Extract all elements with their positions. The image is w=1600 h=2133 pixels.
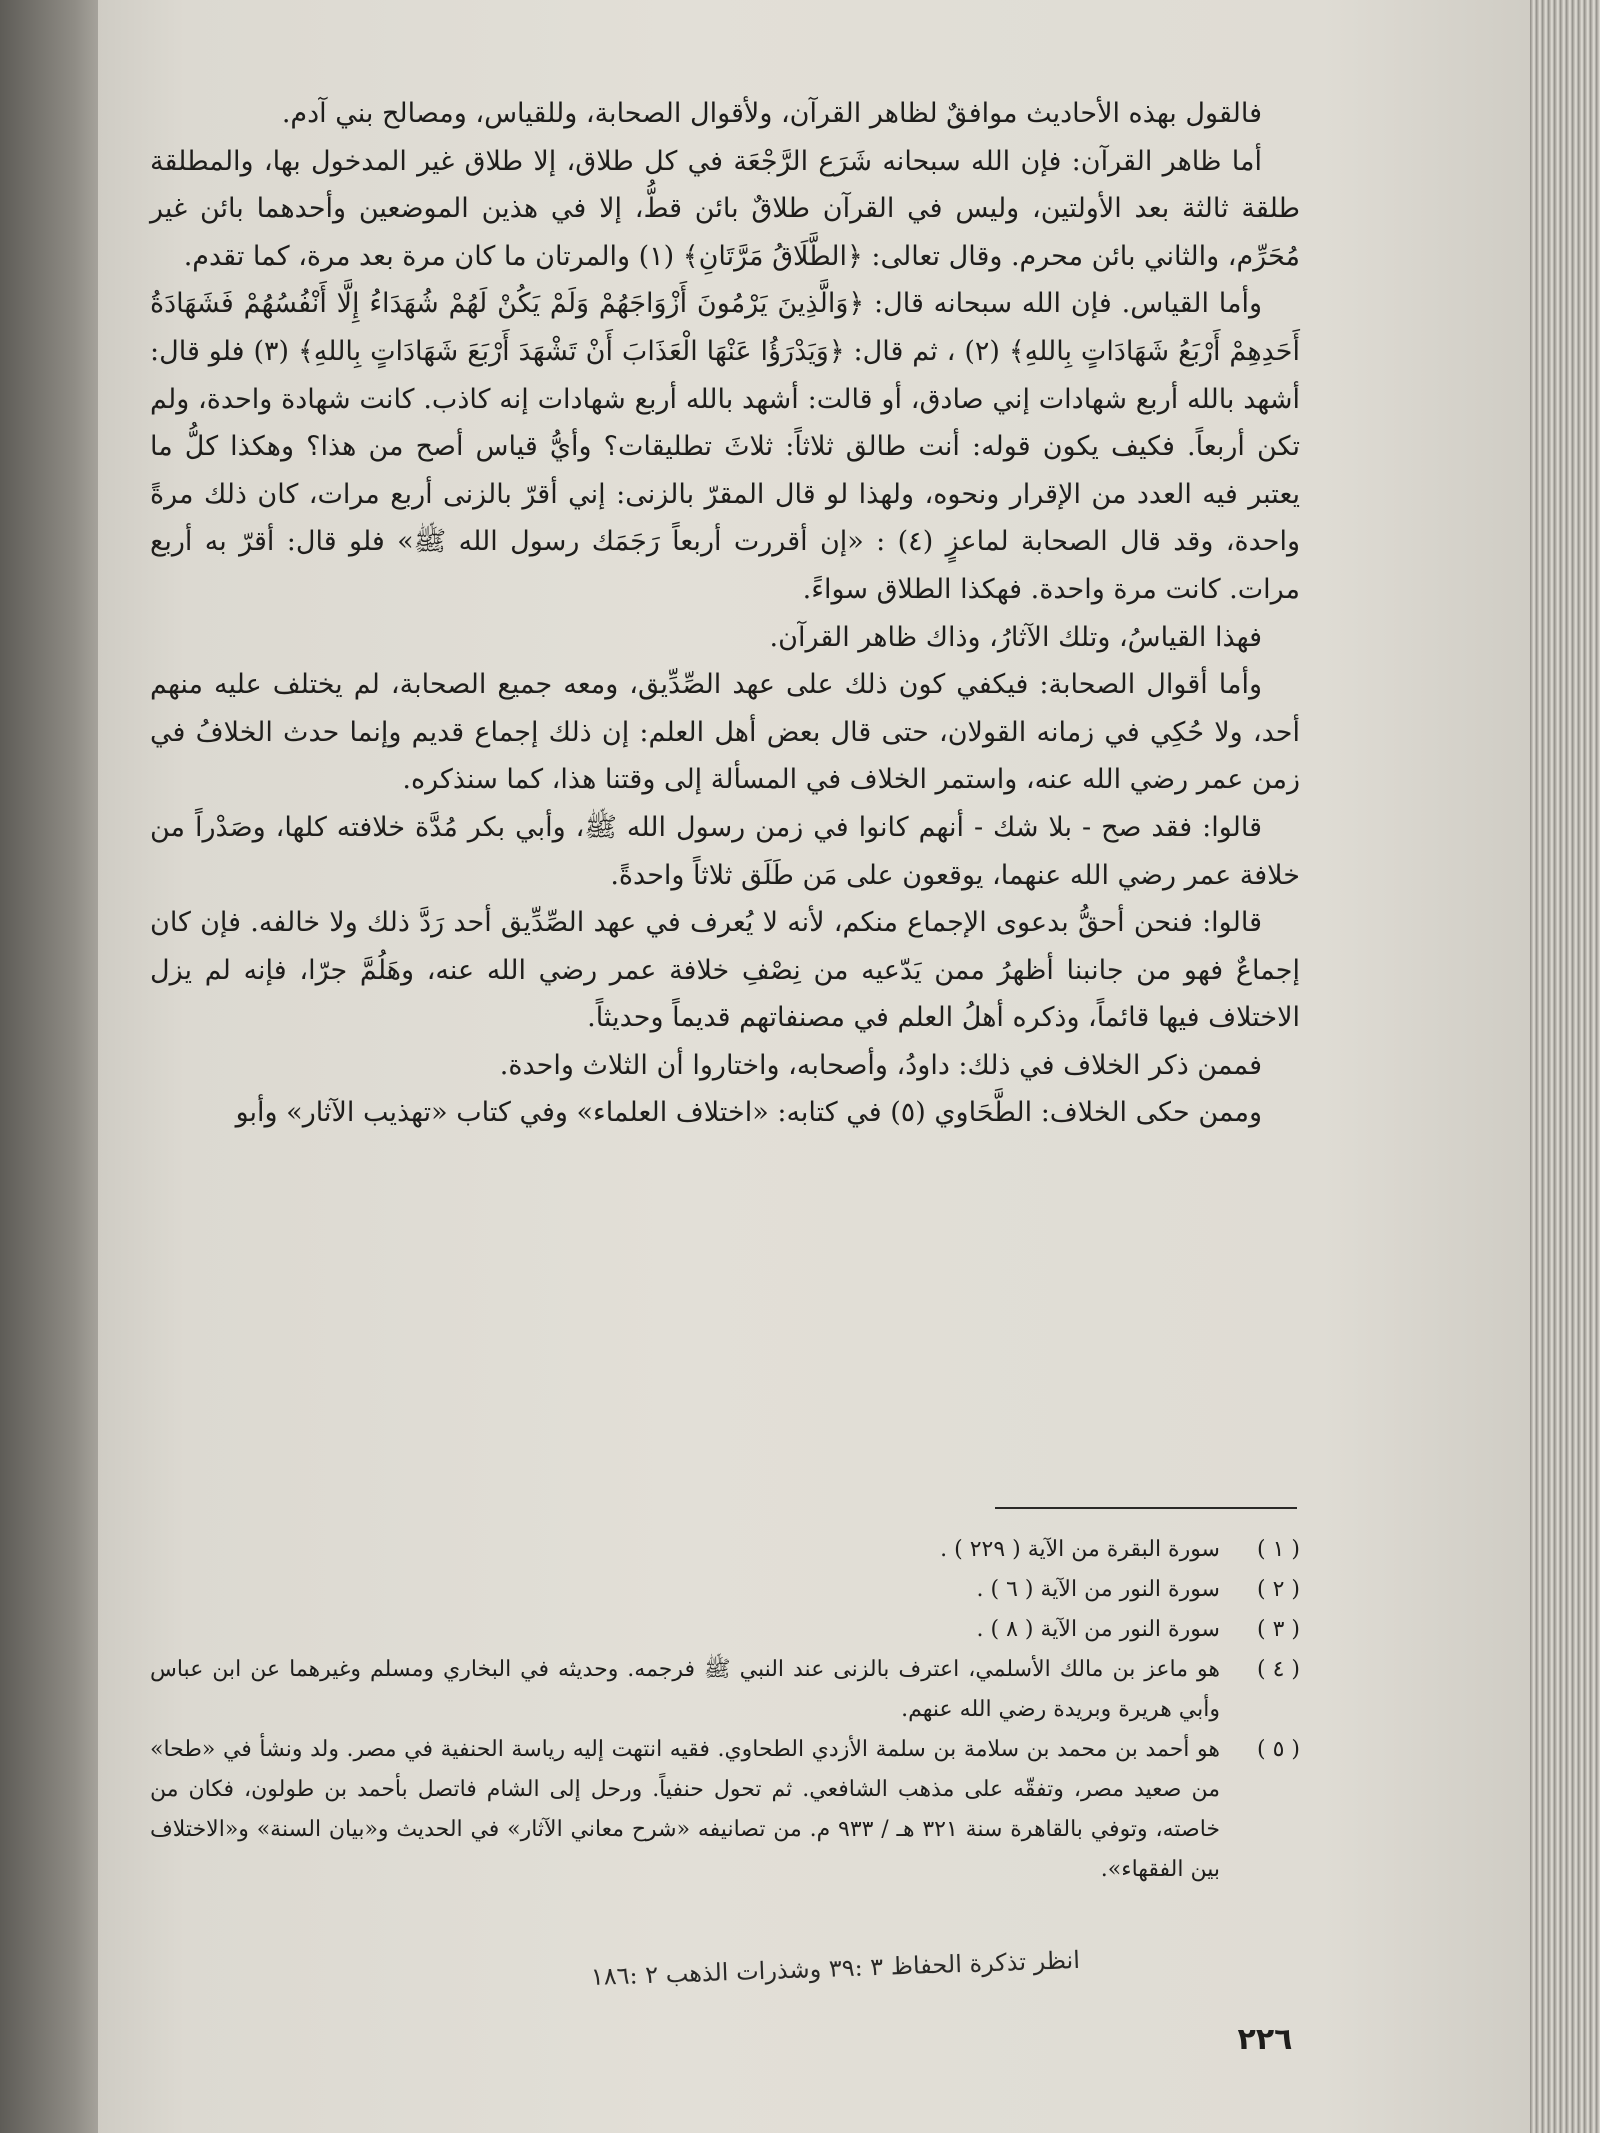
footnote-separator: [995, 1507, 1297, 1509]
footnote: [150, 1610, 1300, 1650]
footnote: [150, 1730, 1300, 1890]
paragraph: فالقول بهذه الأحاديث موافقٌ لظاهر القرآن، ولأقوال الصحابة، وللقياس، ومصالح بني آدم.: [281, 98, 1262, 129]
main-text: [150, 90, 1300, 1137]
footnote-number: ( ٥ ): [1257, 1737, 1300, 1762]
footnote: [150, 1650, 1300, 1730]
footnote: [150, 1570, 1300, 1610]
footnote-text: سورة النور من الآية ( ٦ ) .: [976, 1577, 1220, 1602]
paragraph: قالوا: فنحن أحقُّ بدعوى الإجماع منكم، لأنه لا يُعرف في عهد الصِّدِّيق أحد رَدَّ ذلك ولا خالفه. فإن كان إجماعٌ فهو من جانبنا أظهرُ ممن يَدّعيه من نِصْفِ خلافة عمر رضي الله عنه، وهَلُمَّ جرّا، فإنه لم يزل الاختلاف فيها قائماً، وذكره أهلُ العلم في مصنفاتهم قديماً وحديثاً.: [150, 907, 1300, 1034]
footnotes: [150, 1530, 1300, 1890]
footnote-text: سورة النور من الآية ( ٨ ) .: [976, 1617, 1220, 1642]
paragraph: وممن حكى الخلاف: الطَّحَاوي (٥) في كتابه: «اختلاف العلماء» وفي كتاب «تهذيب الآثار» وأبو: [235, 1097, 1262, 1129]
footnote-number: ( ١ ): [1257, 1537, 1300, 1562]
paragraph: فممن ذكر الخلاف في ذلك: داودُ، وأصحابه، واختاروا أن الثلاث واحدة.: [499, 1049, 1262, 1081]
paragraph: فهذا القياسُ، وتلك الآثارُ، وذاك ظاهر القرآن.: [769, 621, 1262, 653]
paragraph: وأما أقوال الصحابة: فيكفي كون ذلك على عهد الصِّدِّيق، ومعه جميع الصحابة، لم يختلف عليه منهم أحد، ولا حُكِي في زمانه القولان، حتى قال بعض أهل العلم: إن ذلك إجماع قديم وإنما حدث الخلافُ في زمن عمر رضي الله عنه، واستمر الخلاف في المسألة إلى وقتنا هذا، كما سنذكره.: [150, 669, 1300, 796]
footnote-number: ( ٣ ): [1257, 1617, 1300, 1642]
footnote-number: ( ٤ ): [1257, 1657, 1300, 1682]
page-number: ٢٢٦: [1237, 2022, 1293, 2057]
footnote-text: هو أحمد بن محمد بن سلامة بن سلمة الأزدي الطحاوي. فقيه انتهت إليه رياسة الحنفية في مصر. ولد ونشأ في «طحا» من صعيد مصر، وتفقّه على مذهب الشافعي. ثم تحول حنفياً. ورحل إلى الشام فاتصل بأحمد بن طولون، فكان من خاصته، وتوفي بالقاهرة سنة ٣٢١ هـ / ٩٣٣ م. من تصانيفه «شرح معاني الآثار» في الحديث و«بيان السنة» و«الاختلاف بين الفقهاء».: [150, 1737, 1220, 1882]
footnote-number: ( ٢ ): [1257, 1577, 1300, 1602]
paragraph: وأما القياس. فإن الله سبحانه قال: ﴿وَالَّذِينَ يَرْمُونَ أَزْوَاجَهُمْ وَلَمْ يَكُنْ لَهُمْ شُهَدَاءُ إِلَّا أَنْفُسُهُمْ فَشَهَادَةُ أَحَدِهِمْ أَرْبَعُ شَهَادَاتٍ بِاللهِ﴾ (٢) ، ثم قال: ﴿وَيَدْرَؤُا عَنْهَا الْعَذَابَ أَنْ تَشْهَدَ أَرْبَعَ شَهَادَاتٍ بِاللهِ﴾ (٣) فلو قال: أشهد بالله أربع شهادات إني صادق، أو قالت: أشهد بالله أربع شهادات إنه كاذب. كانت شهادة واحدة، ولم تكن أربعاً. فكيف يكون قوله: أنت طالق ثلاثاً: ثلاثَ تطليقات؟ وأيُّ قياس أصح من هذا؟ وهكذا كلُّ ما يعتبر فيه العدد من الإقرار ونحوه، ولهذا لو قال المقرّ بالزنى: إني أقرّ بالزنى أربع مرات، كان ذلك مرةً واحدة، وقد قال الصحابة لماعزٍ (٤) : «إن أقررت أربعاً رَجَمَك رسول الله ﷺ» فلو قال: أقرّ به أربع مرات. كانت مرة واحدة. فهكذا الطلاق سواءً.: [150, 288, 1300, 605]
handwritten-reference-note: انظر تذكرة الحفاظ ٣ :٣٩ وشذرات الذهب ٢ :١٨٦: [590, 1945, 1081, 1991]
footnote-text: هو ماعز بن مالك الأسلمي، اعترف بالزنى عند النبي ﷺ فرجمه. وحديثه في البخاري ومسلم وغيرهما عن ابن عباس وأبي هريرة وبريدة رضي الله عنهم.: [150, 1657, 1220, 1722]
footnote: [150, 1530, 1300, 1570]
paragraph: قالوا: فقد صح - بلا شك - أنهم كانوا في زمن رسول الله ﷺ، وأبي بكر مُدَّة خلافته كلها، وصَدْراً من خلافة عمر رضي الله عنهما، يوقعون على مَن طَلَق ثلاثاً واحدةً.: [150, 811, 1300, 891]
paragraph: أما ظاهر القرآن: فإن الله سبحانه شَرَع الرَّجْعَة في كل طلاق، إلا طلاق غير المدخول بها، والمطلقة طلقة ثالثة بعد الأولتين، وليس في القرآن طلاقٌ بائن قطُّ، إلا في هذين الموضعين وأحدهما بائن غير مُحَرِّم، والثاني بائن محرم. وقال تعالى: ﴿الطَّلَاقُ مَرَّتَانِ﴾ (١) والمرتان ما كان مرة بعد مرة، كما تقدم.: [150, 145, 1300, 272]
page-edges: [1530, 0, 1600, 2133]
footnote-text: سورة البقرة من الآية ( ٢٢٩ ) .: [940, 1537, 1220, 1562]
